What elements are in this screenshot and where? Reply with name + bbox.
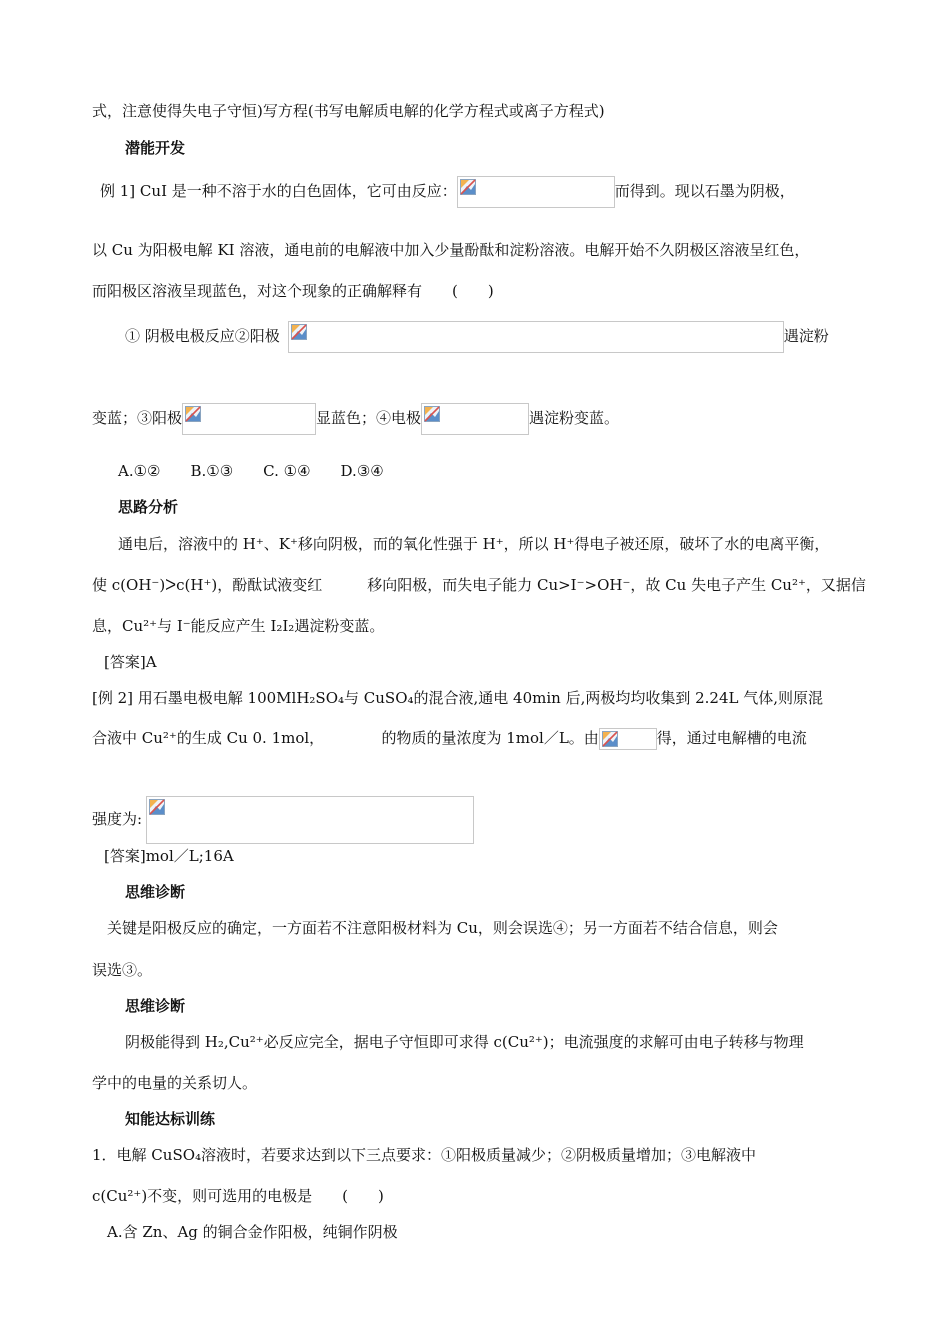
section-heading: 思路分析 (118, 498, 179, 516)
broken-image-icon (602, 731, 618, 747)
option-line (125, 321, 829, 353)
text-line: 阴极能得到 H₂,Cu²⁺必反应完全，据电子守恒即可求得 c(Cu²⁺)；电流强度的求解可由电子转移与物理 (125, 1033, 804, 1051)
equation-image (288, 321, 784, 353)
option-line (92, 403, 619, 435)
text-line: 式，注意使得失电子守恒)写方程(书写电解质电解的化学方程式或离子方程式) (92, 102, 605, 120)
choices-line: A.①② B.①③ C. ①④ D.③④ (118, 462, 384, 480)
equation-image (599, 728, 657, 750)
section-heading: 思维诊断 (125, 883, 186, 901)
equation-image (182, 403, 316, 435)
text-line (92, 796, 474, 844)
text-span: 变蓝；③阳极 (92, 409, 183, 427)
equation-image (146, 796, 474, 844)
broken-image-icon (291, 324, 307, 340)
example-2-line: [例 2] 用石墨电极电解 100MlH₂SO₄与 CuSO₄的混合液,通电 40min 后,两极均均收集到 2.24L 气体,则原混 (92, 689, 824, 707)
question-line: 1．电解 CuSO₄溶液时，若要求达到以下三点要求：①阳极质量减少；②阴极质量增加；③电解液中 (92, 1146, 757, 1164)
text-line: 通电后，溶液中的 H⁺、K⁺移向阴极，而的氧化性强于 H⁺，所以 H⁺得电子被还原，破坏了水的电离平衡， (118, 535, 830, 553)
option-line: A.含 Zn、Ag 的铜合金作阳极，纯铜作阴极 (107, 1223, 398, 1241)
text-line: 关键是阳极反应的确定，一方面若不注意阳极材料为 Cu，则会误选④；另一方面若不结合信息，则会 (107, 919, 778, 937)
answer-line: [答案]A (104, 653, 157, 671)
text-span: 强度为: (92, 810, 143, 828)
text-line: 以 Cu 为阳极电解 KI 溶液，通电前的电解液中加入少量酚酞和淀粉溶液。电解开始不久阴极区溶液呈红色， (92, 241, 810, 259)
text-line: 而阳极区溶液呈现蓝色，对这个现象的正确解释有 ( ) (92, 282, 494, 300)
section-heading: 思维诊断 (125, 997, 186, 1015)
example-1-line (100, 176, 795, 208)
text-span: 得，通过电解槽的电流 (656, 729, 807, 747)
broken-image-icon (149, 799, 165, 815)
section-heading: 潜能开发 (125, 139, 186, 157)
text-span: 合液中 Cu²⁺的生成 Cu 0. 1mol， 的物质的量浓度为 1mol／L。由 (92, 729, 599, 747)
text-line: 使 c(OH⁻)ᐳc(H⁺)，酚酞试液变红 移向阳极，而失电子能力 Cu>I⁻>OH⁻，故 Cu 失电子产生 Cu²⁺，又据信 (92, 576, 866, 594)
equation-image (457, 176, 615, 208)
text-line (92, 728, 807, 750)
text-span: ① 阴极电极反应②阳极 (125, 327, 280, 345)
text-span: 遇淀粉 (783, 327, 829, 345)
text-line: 学中的电量的关系切人。 (92, 1074, 258, 1092)
question-line: c(Cu²⁺)不变，则可选用的电极是 ( ) (92, 1187, 384, 1205)
section-heading: 知能达标训练 (125, 1110, 216, 1128)
text-span: 例 1] CuI 是一种不溶于水的白色固体，它可由反应： (100, 182, 457, 200)
broken-image-icon (460, 179, 476, 195)
text-line: 息，Cu²⁺与 I⁻能反应产生 I₂I₂遇淀粉变蓝。 (92, 617, 385, 635)
text-span: 而得到。现以石墨为阴极， (614, 182, 795, 200)
text-line: 误选③。 (92, 961, 153, 979)
broken-image-icon (185, 406, 201, 422)
equation-image (421, 403, 529, 435)
answer-line: [答案]mol／L;16A (104, 847, 234, 865)
broken-image-icon (424, 406, 440, 422)
text-span: 遇淀粉变蓝。 (529, 409, 620, 427)
text-span: 显蓝色；④电极 (316, 409, 422, 427)
